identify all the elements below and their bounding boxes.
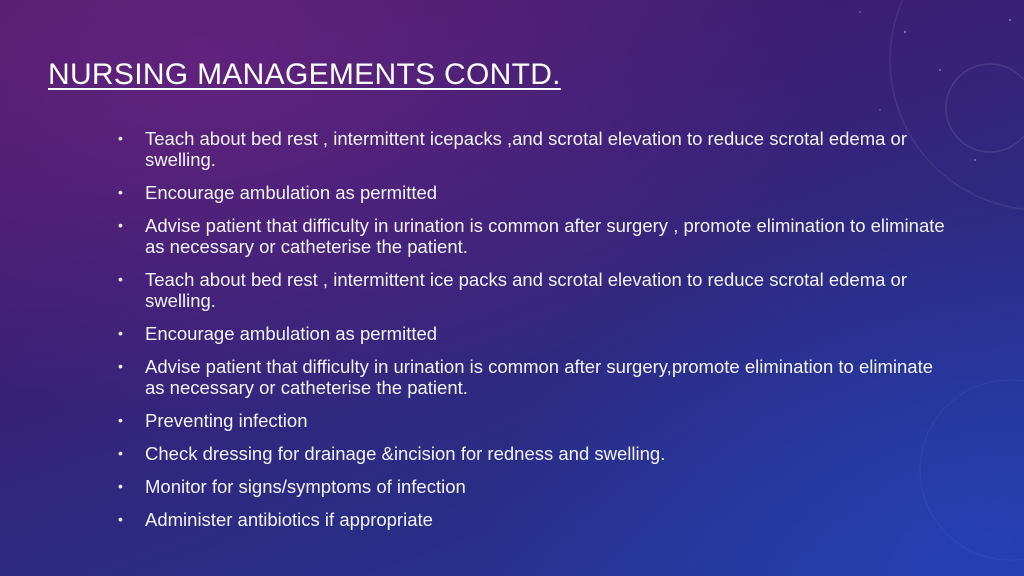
bullet-icon: • bbox=[118, 445, 123, 461]
bullet-text: Monitor for signs/symptoms of infection bbox=[145, 476, 466, 497]
bullet-item bbox=[118, 269, 948, 311]
bullet-item bbox=[118, 215, 948, 257]
bullet-text: Preventing infection bbox=[145, 410, 308, 431]
bullet-text: Check dressing for drainage &incision for redness and swelling. bbox=[145, 443, 666, 464]
bullet-text: Encourage ambulation as permitted bbox=[145, 182, 438, 203]
bullet-item bbox=[118, 443, 948, 464]
bullet-item bbox=[118, 410, 948, 431]
bullet-item bbox=[118, 323, 948, 344]
bullet-icon: • bbox=[118, 478, 123, 494]
bullet-icon: • bbox=[118, 271, 123, 287]
slide-title: NURSING MANAGEMENTS CONTD. bbox=[48, 58, 561, 91]
bullet-item bbox=[118, 182, 948, 203]
bullet-item bbox=[118, 476, 948, 497]
bullet-item bbox=[118, 356, 948, 398]
bullet-icon: • bbox=[118, 358, 123, 374]
bullet-icon: • bbox=[118, 325, 123, 341]
bullet-text: Teach about bed rest , intermittent ice packs and scrotal elevation to reduce scrotal edema or swelling. bbox=[145, 269, 907, 311]
bullet-icon: • bbox=[118, 184, 123, 200]
bullet-item bbox=[118, 128, 948, 170]
bullet-icon: • bbox=[118, 412, 123, 428]
bullet-icon: • bbox=[118, 130, 123, 146]
bullet-text: Advise patient that difficulty in urination is common after surgery,promote elimination to eliminate as necessary or catheterise the patient. bbox=[145, 356, 934, 398]
bullet-icon: • bbox=[118, 217, 123, 233]
bullet-text: Teach about bed rest , intermittent icepacks ,and scrotal elevation to reduce scrotal edema or swelling. bbox=[145, 128, 907, 170]
bullet-icon: • bbox=[118, 511, 123, 527]
bullet-text: Encourage ambulation as permitted bbox=[145, 323, 438, 344]
bullet-item bbox=[118, 509, 948, 530]
bullet-list bbox=[118, 128, 948, 542]
bullet-text: Administer antibiotics if appropriate bbox=[145, 509, 433, 530]
bullet-text: Advise patient that difficulty in urination is common after surgery , promote elimination to eliminate as necessary or catheterise the patient. bbox=[145, 215, 945, 257]
